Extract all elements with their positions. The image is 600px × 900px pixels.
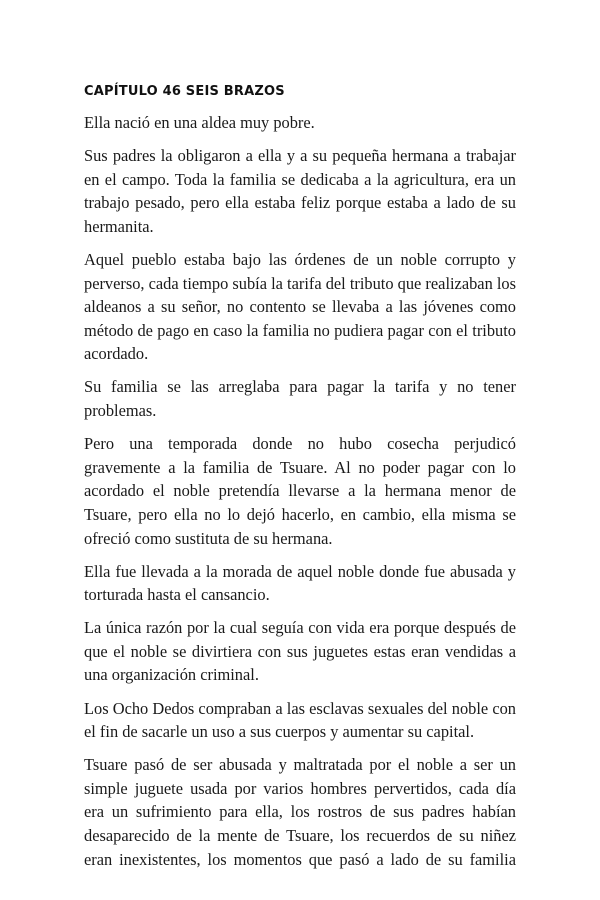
- paragraph: Ella nació en una aldea muy pobre.: [84, 113, 315, 132]
- paragraph: Los Ocho Dedos compraban a las esclavas sexuales del noble con el fin de sacarle un uso a sus cuerpos y aumentar su capital.: [84, 698, 516, 742]
- paragraph: Ella fue llevada a la morada de aquel noble donde fue abusada y torturada hasta el cansancio.: [84, 561, 516, 605]
- paragraph: Pero una temporada donde no hubo cosecha perjudicó gravemente a la familia de Tsuare. Al no poder pagar con lo acordado el noble pretendía llevarse a la hermana menor de Tsuare, pero ella no lo dejó hacerlo, en cambio, ella misma se ofreció como sustituta de su hermana.: [84, 434, 516, 548]
- chapter-title: CAPÍTULO 46 SEIS BRAZOS: [84, 84, 285, 99]
- book-page: [84, 82, 516, 871]
- paragraph: La única razón por la cual seguía con vida era porque después de que el noble se divirtiera con sus juguetes estas eran vendidas a una organización criminal.: [84, 618, 516, 685]
- paragraph: Aquel pueblo estaba bajo las órdenes de un noble corrupto y perverso, cada tiempo subía la tarifa del tributo que realizaban los aldeanos a su señor, no contento se llevaba a las jóvenes como método de pago en caso la familia no pudiera pagar con el tributo acordado.: [84, 249, 516, 364]
- paragraph: Tsuare pasó de ser abusada y maltratada por el noble a ser un simple juguete usada por varios hombres pervertidos, cada día era un sufrimiento para ella, los rostros de sus padres habían desaparecido de la mente de Tsuare, los recuerdos de su niñez eran inexistentes, los momentos que pasó a lado de su familia: [84, 755, 516, 869]
- paragraph: Su familia se las arreglaba para pagar la tarifa y no tener problemas.: [84, 377, 516, 421]
- paragraph: Sus padres la obligaron a ella y a su pequeña hermana a trabajar en el campo. Toda la familia se dedicaba a la agricultura, era un trabajo pesado, pero ella estaba feliz porque estaba a lado de su hermanita.: [84, 146, 516, 236]
